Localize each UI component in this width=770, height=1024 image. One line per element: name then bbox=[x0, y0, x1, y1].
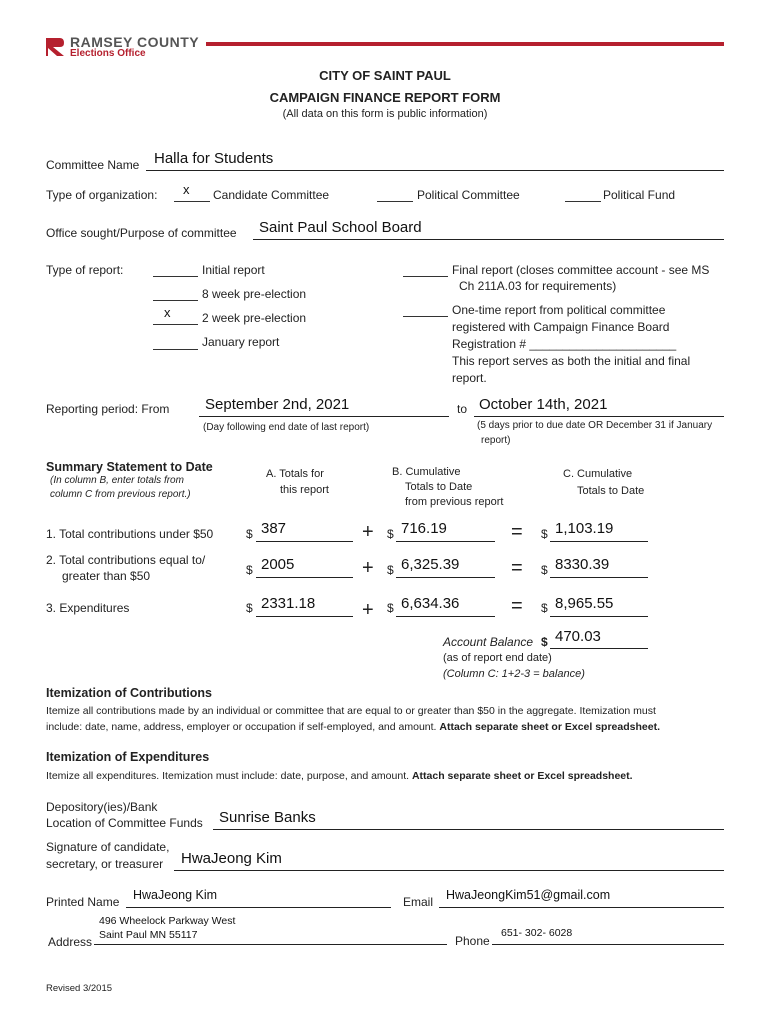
balance-currency: $ bbox=[541, 635, 548, 649]
exp-text-a: Itemize all expenditures. Itemization must include: date, purpose, and amount. bbox=[46, 770, 412, 782]
period-label: Reporting period: From bbox=[46, 402, 170, 416]
row1-b-currency: $ bbox=[387, 527, 394, 541]
signature-line bbox=[174, 870, 724, 871]
period-from-line bbox=[199, 416, 449, 417]
onetime-label-2: registered with Campaign Finance Board bbox=[452, 320, 670, 334]
period-to-label: to bbox=[457, 402, 468, 416]
col-b-header-2: Totals to Date bbox=[405, 481, 473, 493]
col-a-header-1: A. Totals for bbox=[266, 468, 324, 480]
row3-b-line bbox=[396, 616, 495, 617]
logo bbox=[44, 34, 224, 60]
row2-a-currency: $ bbox=[246, 563, 253, 577]
row2-equals: = bbox=[511, 557, 523, 579]
contrib-title: Itemization of Contributions bbox=[46, 686, 212, 700]
org-fund-blank[interactable] bbox=[565, 201, 601, 202]
balance-line bbox=[550, 648, 648, 649]
org-fund-label: Political Fund bbox=[603, 188, 676, 202]
org-type-label: Type of organization: bbox=[46, 188, 158, 202]
depository-label-1: Depository(ies)/Bank bbox=[46, 800, 158, 814]
onetime-label-4: This report serves as both the initial and final bbox=[452, 354, 691, 368]
depository-label-2: Location of Committee Funds bbox=[46, 816, 203, 830]
period-to-field[interactable]: October 14th, 2021 bbox=[479, 396, 608, 413]
balance-field[interactable]: 470.03 bbox=[555, 628, 601, 645]
form-title-1: CITY OF SAINT PAUL bbox=[319, 68, 451, 83]
period-to-note-1: (5 days prior to due date OR December 31 if January bbox=[477, 420, 713, 431]
office-label: Office sought/Purpose of committee bbox=[46, 226, 237, 240]
row3-label: 3. Expenditures bbox=[46, 601, 130, 615]
col-b-header-3: from previous report bbox=[405, 496, 504, 508]
onetime-label-1: One-time report from political committee bbox=[452, 303, 666, 317]
phone-line bbox=[492, 944, 724, 945]
period-from-note: (Day following end date of last report) bbox=[203, 422, 370, 433]
signature-field[interactable]: HwaJeong Kim bbox=[181, 850, 282, 867]
col-a-header-2: this report bbox=[280, 484, 329, 496]
row3-b-currency: $ bbox=[387, 601, 394, 615]
office-line bbox=[253, 239, 724, 240]
final-label-2: Ch 211A.03 for requirements) bbox=[459, 279, 617, 293]
january-blank[interactable] bbox=[153, 349, 198, 350]
row3-c-line bbox=[550, 616, 648, 617]
row3-b-field[interactable]: 6,634.36 bbox=[401, 595, 460, 612]
col-c-header-2: Totals to Date bbox=[577, 485, 645, 497]
phone-field[interactable]: 651- 302- 6028 bbox=[501, 927, 573, 939]
contrib-text-1: Itemize all contributions made by an individual or committee that are equal to or greater than $50 in the aggregate. Itemization must bbox=[46, 705, 656, 717]
committee-name-field[interactable]: Halla for Students bbox=[154, 150, 274, 167]
email-label: Email bbox=[403, 895, 434, 909]
org-candidate-check[interactable]: x bbox=[183, 182, 190, 197]
row3-a-line bbox=[256, 616, 353, 617]
row3-equals: = bbox=[511, 595, 523, 617]
summary-note-2: column C from previous report.) bbox=[50, 489, 191, 500]
summary-note-1: (In column B, enter totals from bbox=[50, 475, 184, 486]
week2-label: 2 week pre-election bbox=[202, 311, 307, 325]
row3-a-field[interactable]: 2331.18 bbox=[261, 595, 316, 612]
signature-label-2: secretary, or treasurer bbox=[46, 857, 164, 871]
week2-check[interactable]: x bbox=[164, 305, 171, 320]
row1-a-line bbox=[256, 541, 353, 542]
address-line-1[interactable]: 496 Wheelock Parkway West bbox=[99, 915, 236, 927]
contrib-attach: Attach separate sheet or Excel spreadsheet. bbox=[439, 721, 660, 733]
initial-blank[interactable] bbox=[153, 276, 198, 277]
onetime-blank[interactable] bbox=[403, 316, 448, 317]
report-type-label: Type of report: bbox=[46, 263, 124, 277]
row2-label-1: 2. Total contributions equal to/ bbox=[46, 553, 206, 567]
col-c-header-1: C. Cumulative bbox=[563, 468, 633, 480]
contrib-text-2 bbox=[46, 721, 660, 733]
email-field[interactable]: HwaJeongKim51@gmail.com bbox=[446, 888, 611, 902]
exp-attach: Attach separate sheet or Excel spreadsheet. bbox=[411, 770, 633, 782]
initial-label: Initial report bbox=[202, 263, 265, 277]
onetime-label-5: report. bbox=[452, 371, 487, 385]
committee-name-label: Committee Name bbox=[46, 158, 140, 172]
row1-plus: + bbox=[362, 521, 374, 543]
balance-note-1: (as of report end date) bbox=[443, 652, 552, 664]
row2-b-field[interactable]: 6,325.39 bbox=[401, 556, 460, 573]
row1-label: 1. Total contributions under $50 bbox=[46, 527, 214, 541]
logo-sub: Elections Office bbox=[70, 48, 146, 59]
row1-a-currency: $ bbox=[246, 527, 253, 541]
row2-a-field[interactable]: 2005 bbox=[261, 556, 295, 573]
row1-b-field[interactable]: 716.19 bbox=[401, 520, 447, 537]
row2-label-2: greater than $50 bbox=[62, 569, 151, 583]
week8-label: 8 week pre-election bbox=[202, 287, 307, 301]
row3-plus: + bbox=[362, 599, 374, 621]
final-label-1: Final report (closes committee account - see MS bbox=[452, 263, 710, 277]
row2-c-line bbox=[550, 577, 648, 578]
form-subtitle: (All data on this form is public information) bbox=[282, 108, 488, 120]
org-candidate-blank bbox=[174, 201, 210, 202]
row1-equals: = bbox=[511, 521, 523, 543]
row2-plus: + bbox=[362, 557, 374, 579]
header-rule bbox=[206, 42, 724, 46]
week2-blank bbox=[153, 324, 198, 325]
period-to-line bbox=[474, 416, 724, 417]
office-field[interactable]: Saint Paul School Board bbox=[259, 219, 422, 236]
address-line-2[interactable]: Saint Paul MN 55117 bbox=[99, 929, 198, 941]
onetime-label-3: Registration # ______________________ bbox=[452, 337, 677, 351]
exp-text bbox=[46, 770, 633, 782]
row1-b-line bbox=[396, 541, 495, 542]
form-title-2: CAMPAIGN FINANCE REPORT FORM bbox=[269, 90, 501, 105]
period-from-field[interactable]: September 2nd, 2021 bbox=[205, 396, 350, 413]
row2-c-currency: $ bbox=[541, 563, 548, 577]
signature-label-1: Signature of candidate, bbox=[46, 840, 170, 854]
row1-c-currency: $ bbox=[541, 527, 548, 541]
january-label: January report bbox=[202, 335, 280, 349]
email-line bbox=[439, 907, 724, 908]
period-to-note-2: report) bbox=[481, 435, 511, 446]
depository-field[interactable]: Sunrise Banks bbox=[219, 809, 316, 826]
row1-c-field[interactable]: 1,103.19 bbox=[555, 520, 614, 537]
org-candidate-label: Candidate Committee bbox=[213, 188, 330, 202]
printed-name-label: Printed Name bbox=[46, 895, 120, 909]
contrib-text-2a: include: date, name, address, employer or occupation if self-employed, and amount. bbox=[46, 721, 440, 733]
committee-name-line bbox=[146, 170, 724, 171]
balance-label: Account Balance bbox=[443, 635, 534, 649]
row1-a-field[interactable]: 387 bbox=[261, 520, 287, 537]
row2-b-currency: $ bbox=[387, 563, 394, 577]
final-blank[interactable] bbox=[403, 276, 448, 277]
org-political-blank[interactable] bbox=[377, 201, 413, 202]
summary-title: Summary Statement to Date bbox=[46, 460, 213, 474]
phone-label: Phone bbox=[455, 934, 490, 948]
row3-a-currency: $ bbox=[246, 601, 253, 615]
row2-c-field[interactable]: 8330.39 bbox=[555, 556, 610, 573]
week8-blank[interactable] bbox=[153, 300, 198, 301]
org-political-label: Political Committee bbox=[417, 188, 520, 202]
balance-note-2: (Column C: 1+2-3 = balance) bbox=[443, 668, 585, 680]
col-b-header-1: B. Cumulative bbox=[392, 466, 461, 478]
exp-title: Itemization of Expenditures bbox=[46, 750, 210, 764]
revised-note: Revised 3/2015 bbox=[46, 983, 113, 994]
row1-c-line bbox=[550, 541, 648, 542]
depository-line bbox=[213, 829, 724, 830]
ramsey-county-logo-icon bbox=[44, 36, 66, 58]
row3-c-currency: $ bbox=[541, 601, 548, 615]
logo-name: RAMSEY COUNTY bbox=[70, 34, 200, 50]
address-label: Address bbox=[48, 935, 93, 949]
row2-a-line bbox=[256, 577, 353, 578]
printed-name-line bbox=[126, 907, 391, 908]
printed-name-field[interactable]: HwaJeong Kim bbox=[133, 888, 218, 902]
address-line bbox=[94, 944, 447, 945]
row3-c-field[interactable]: 8,965.55 bbox=[555, 595, 614, 612]
row2-b-line bbox=[396, 577, 495, 578]
